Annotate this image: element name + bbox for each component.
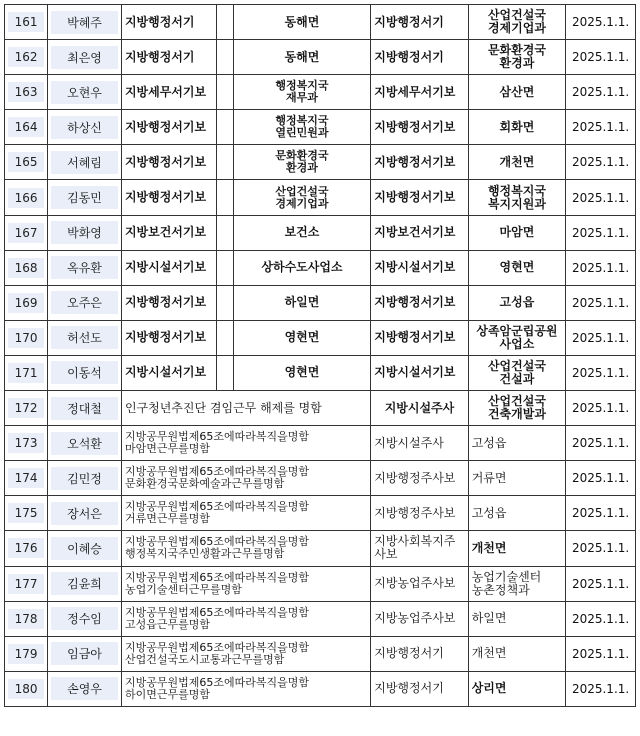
new-rank	[371, 40, 468, 75]
person-name	[48, 250, 122, 285]
row-number	[5, 75, 48, 110]
personnel-table-container	[4, 4, 636, 707]
prev-dept	[233, 110, 370, 145]
spacer-cell	[217, 40, 233, 75]
row-number-text: 175	[8, 503, 44, 523]
person-name	[48, 426, 122, 461]
new-rank-text: 지방행정서기보	[374, 295, 456, 310]
prev-dept	[233, 285, 370, 320]
prev-rank	[121, 285, 216, 320]
effective-date	[566, 5, 636, 40]
spacer-cell	[217, 110, 233, 145]
effective-date-text: 2025.1.1.	[571, 541, 630, 556]
new-dept-text: 하일면	[471, 611, 507, 626]
prev-dept-text: 보건소	[284, 225, 320, 240]
table-row	[5, 250, 636, 285]
new-rank-text: 지방행정서기	[374, 49, 444, 64]
row-number	[5, 355, 48, 390]
person-name-text: 정수임	[51, 607, 118, 630]
new-rank	[371, 636, 468, 671]
person-name-text: 박혜주	[51, 11, 118, 34]
new-dept	[468, 355, 565, 390]
new-dept	[468, 671, 565, 706]
row-number	[5, 145, 48, 180]
new-rank	[371, 355, 468, 390]
new-dept	[468, 566, 565, 601]
table-row	[5, 40, 636, 75]
new-dept-text: 농업기술센터 농촌정책과	[471, 569, 542, 597]
row-number	[5, 320, 48, 355]
prev-rank	[121, 355, 216, 390]
new-rank-text: 지방세무서기보	[374, 84, 456, 99]
new-rank	[371, 110, 468, 145]
prev-rank-text: 지방행정서기	[124, 14, 195, 29]
new-rank	[371, 75, 468, 110]
prev-dept-text: 동해면	[284, 14, 320, 29]
effective-date-text: 2025.1.1.	[571, 330, 630, 345]
new-rank	[371, 180, 468, 215]
row-number-text: 171	[8, 363, 44, 383]
person-name	[48, 215, 122, 250]
person-name-text: 장서은	[51, 502, 118, 525]
effective-date-text: 2025.1.1.	[571, 15, 630, 30]
person-name-text: 오석환	[51, 432, 118, 455]
effective-date-text: 2025.1.1.	[571, 436, 630, 451]
new-dept-text: 상리면	[471, 681, 507, 696]
effective-date	[566, 531, 636, 566]
order-text	[121, 461, 370, 496]
spacer-cell	[217, 355, 233, 390]
effective-date	[566, 566, 636, 601]
new-dept	[468, 110, 565, 145]
table-row	[5, 75, 636, 110]
row-number-text: 165	[8, 152, 44, 172]
prev-rank-text: 지방행정서기보	[124, 154, 207, 169]
spacer-cell	[217, 145, 233, 180]
effective-date-text: 2025.1.1.	[571, 401, 630, 416]
effective-date	[566, 461, 636, 496]
new-dept-text: 문화환경국 환경과	[487, 43, 546, 71]
new-dept	[468, 461, 565, 496]
prev-rank-text: 지방세무서기보	[124, 84, 207, 99]
effective-date-text: 2025.1.1.	[571, 295, 630, 310]
new-dept-text: 고성읍	[499, 295, 535, 310]
table-row	[5, 110, 636, 145]
table-row	[5, 531, 636, 566]
new-dept	[468, 145, 565, 180]
new-dept	[468, 391, 565, 426]
new-rank	[371, 250, 468, 285]
row-number-text: 179	[8, 644, 44, 664]
prev-dept	[233, 5, 370, 40]
prev-dept-text: 하일면	[284, 295, 320, 310]
new-rank	[371, 671, 468, 706]
effective-date	[566, 426, 636, 461]
new-rank-text: 지방사회복지주 사보	[374, 534, 456, 562]
person-name-text: 이혜승	[51, 537, 118, 560]
order-text	[121, 496, 370, 531]
effective-date	[566, 320, 636, 355]
effective-date	[566, 215, 636, 250]
effective-date-text: 2025.1.1.	[571, 50, 630, 65]
row-number-text: 180	[8, 679, 44, 699]
effective-date	[566, 250, 636, 285]
person-name	[48, 285, 122, 320]
row-number	[5, 215, 48, 250]
new-dept-text: 고성읍	[471, 505, 507, 520]
new-rank	[371, 531, 468, 566]
new-rank	[371, 145, 468, 180]
person-name	[48, 391, 122, 426]
new-dept-text: 개천면	[471, 540, 507, 555]
prev-dept	[233, 215, 370, 250]
effective-date	[566, 110, 636, 145]
row-number	[5, 601, 48, 636]
new-dept-text: 마암면	[499, 225, 535, 240]
effective-date-text: 2025.1.1.	[571, 471, 630, 486]
spacer-cell	[217, 320, 233, 355]
prev-dept	[233, 180, 370, 215]
row-number-text: 170	[8, 328, 44, 348]
new-dept-text: 개천면	[499, 154, 535, 169]
prev-dept-text: 영현면	[284, 365, 320, 380]
new-dept-text: 고성읍	[471, 435, 507, 450]
new-dept	[468, 636, 565, 671]
prev-dept	[233, 250, 370, 285]
spacer-cell	[217, 250, 233, 285]
new-dept-text: 산업건설국 경제기업과	[487, 8, 546, 36]
prev-dept	[233, 145, 370, 180]
prev-dept-text: 행정복지국 열린민원과	[275, 114, 329, 140]
prev-rank	[121, 110, 216, 145]
row-number	[5, 566, 48, 601]
effective-date	[566, 285, 636, 320]
row-number-text: 176	[8, 538, 44, 558]
order-text	[121, 636, 370, 671]
person-name	[48, 461, 122, 496]
order-text	[121, 426, 370, 461]
new-rank-text: 지방시설서기보	[374, 365, 456, 380]
new-dept	[468, 5, 565, 40]
row-number	[5, 496, 48, 531]
table-row	[5, 636, 636, 671]
prev-dept	[233, 320, 370, 355]
effective-date	[566, 145, 636, 180]
new-rank-text: 지방시설서기보	[374, 260, 456, 275]
person-name-text: 이동석	[51, 361, 118, 384]
row-number-text: 163	[8, 82, 44, 102]
spacer-cell	[217, 285, 233, 320]
effective-date	[566, 40, 636, 75]
new-dept-text: 개천면	[471, 646, 507, 661]
table-row	[5, 391, 636, 426]
new-rank-text: 지방행정주사보	[374, 470, 456, 485]
new-dept	[468, 215, 565, 250]
prev-dept-text: 동해면	[284, 49, 320, 64]
table-row	[5, 671, 636, 706]
effective-date	[566, 355, 636, 390]
person-name	[48, 636, 122, 671]
spacer-cell	[217, 75, 233, 110]
new-rank	[371, 601, 468, 636]
person-name	[48, 496, 122, 531]
order-text-text: 인구청년추진단 겸임근무 해제를 명함	[124, 400, 322, 415]
spacer-cell	[217, 215, 233, 250]
order-text-text: 지방공무원법제65조에따라복직을명함 고성읍근무를명함	[124, 605, 309, 631]
new-rank	[371, 5, 468, 40]
new-dept-text: 행정복지국 복지지원과	[487, 183, 546, 211]
person-name-text: 임금아	[51, 642, 118, 665]
new-rank-text: 지방행정서기	[374, 646, 444, 661]
row-number-text: 161	[8, 12, 44, 32]
table-row	[5, 180, 636, 215]
new-dept	[468, 75, 565, 110]
row-number	[5, 5, 48, 40]
row-number-text: 174	[8, 468, 44, 488]
new-rank-text: 지방시설주사	[374, 435, 444, 450]
prev-rank-text: 지방보건서기보	[124, 225, 207, 240]
order-text-text: 지방공무원법제65조에따라복직을명함 마암면근무를명함	[124, 430, 309, 456]
row-number	[5, 40, 48, 75]
person-name	[48, 75, 122, 110]
person-name	[48, 566, 122, 601]
new-dept	[468, 285, 565, 320]
new-rank	[371, 426, 468, 461]
person-name-text: 김동민	[51, 186, 118, 209]
row-number	[5, 461, 48, 496]
effective-date-text: 2025.1.1.	[571, 260, 630, 275]
person-name-text: 허선도	[51, 326, 118, 349]
new-dept	[468, 496, 565, 531]
table-row	[5, 461, 636, 496]
new-rank-text: 지방보건서기보	[374, 225, 456, 240]
effective-date	[566, 636, 636, 671]
prev-rank	[121, 75, 216, 110]
prev-rank-text: 지방시설서기보	[124, 365, 207, 380]
order-text	[121, 671, 370, 706]
new-rank	[371, 461, 468, 496]
prev-rank	[121, 145, 216, 180]
effective-date-text: 2025.1.1.	[571, 576, 630, 591]
new-dept-text: 산업건설국 건설과	[487, 358, 546, 386]
new-rank-text: 지방행정서기	[374, 681, 444, 696]
table-row	[5, 145, 636, 180]
order-text	[121, 391, 370, 426]
table-row	[5, 285, 636, 320]
person-name-text: 오현우	[51, 81, 118, 104]
order-text	[121, 531, 370, 566]
person-name-text: 박화영	[51, 221, 118, 244]
person-name-text: 정대철	[51, 397, 118, 420]
new-rank	[371, 391, 468, 426]
prev-dept-text: 문화환경국 환경과	[275, 149, 329, 175]
row-number	[5, 636, 48, 671]
effective-date-text: 2025.1.1.	[571, 681, 630, 696]
row-number-text: 178	[8, 609, 44, 629]
row-number-text: 172	[8, 398, 44, 418]
person-name	[48, 320, 122, 355]
row-number	[5, 285, 48, 320]
table-row	[5, 355, 636, 390]
effective-date-text: 2025.1.1.	[571, 85, 630, 100]
person-name	[48, 40, 122, 75]
table-row	[5, 320, 636, 355]
person-name	[48, 5, 122, 40]
person-name	[48, 531, 122, 566]
new-rank-text: 지방행정서기보	[374, 119, 456, 134]
prev-rank	[121, 180, 216, 215]
new-rank-text: 지방농업주사보	[374, 576, 456, 591]
effective-date	[566, 180, 636, 215]
row-number-text: 168	[8, 258, 44, 278]
new-dept	[468, 180, 565, 215]
row-number	[5, 391, 48, 426]
person-name	[48, 110, 122, 145]
new-dept-text: 산업건설국 건축개발과	[487, 394, 546, 422]
order-text-text: 지방공무원법제65조에따라복직을명함 행정복지국주민생활과근무를명함	[124, 535, 309, 561]
effective-date-text: 2025.1.1.	[571, 365, 630, 380]
new-rank	[371, 320, 468, 355]
effective-date-text: 2025.1.1.	[571, 506, 630, 521]
table-row	[5, 5, 636, 40]
new-dept-text: 삼산면	[499, 84, 535, 99]
prev-rank	[121, 40, 216, 75]
person-name-text: 하상신	[51, 116, 118, 139]
order-text-text: 지방공무원법제65조에따라복직을명함 거류면근무를명함	[124, 500, 309, 526]
effective-date-text: 2025.1.1.	[571, 225, 630, 240]
new-dept	[468, 601, 565, 636]
prev-dept-text: 상하수도사업소	[261, 260, 343, 275]
new-dept-text: 영현면	[499, 260, 535, 275]
new-dept	[468, 250, 565, 285]
prev-rank-text: 지방행정서기보	[124, 190, 207, 205]
prev-dept	[233, 75, 370, 110]
person-name-text: 손영우	[51, 677, 118, 700]
new-rank-text: 지방시설주사	[384, 400, 455, 415]
row-number-text: 173	[8, 433, 44, 453]
new-dept-text: 거류면	[471, 470, 507, 485]
spacer-cell	[217, 180, 233, 215]
new-rank	[371, 566, 468, 601]
new-dept	[468, 531, 565, 566]
person-name-text: 김윤희	[51, 572, 118, 595]
new-rank-text: 지방행정주사보	[374, 505, 456, 520]
new-dept	[468, 40, 565, 75]
effective-date-text: 2025.1.1.	[571, 646, 630, 661]
order-text-text: 지방공무원법제65조에따라복직을명함 하이면근무를명함	[124, 675, 309, 701]
prev-rank-text: 지방행정서기보	[124, 330, 207, 345]
prev-dept	[233, 40, 370, 75]
spacer-cell	[217, 5, 233, 40]
effective-date	[566, 671, 636, 706]
prev-dept	[233, 355, 370, 390]
prev-rank	[121, 320, 216, 355]
new-rank	[371, 215, 468, 250]
new-dept-text: 회화면	[499, 119, 535, 134]
personnel-table	[4, 4, 636, 707]
effective-date	[566, 391, 636, 426]
new-dept	[468, 426, 565, 461]
person-name	[48, 601, 122, 636]
effective-date	[566, 601, 636, 636]
effective-date	[566, 496, 636, 531]
new-dept	[468, 320, 565, 355]
row-number-text: 177	[8, 574, 44, 594]
row-number-text: 167	[8, 223, 44, 243]
person-name	[48, 355, 122, 390]
effective-date-text: 2025.1.1.	[571, 611, 630, 626]
prev-dept-text: 영현면	[284, 330, 320, 345]
new-rank	[371, 496, 468, 531]
person-name	[48, 671, 122, 706]
row-number	[5, 531, 48, 566]
person-name-text: 오주은	[51, 291, 118, 314]
prev-rank-text: 지방행정서기보	[124, 295, 207, 310]
new-rank-text: 지방행정서기	[374, 14, 444, 29]
table-row	[5, 566, 636, 601]
row-number-text: 166	[8, 188, 44, 208]
prev-rank-text: 지방행정서기	[124, 49, 195, 64]
effective-date-text: 2025.1.1.	[571, 190, 630, 205]
new-rank-text: 지방행정서기보	[374, 190, 456, 205]
table-row	[5, 215, 636, 250]
person-name-text: 최은영	[51, 46, 118, 69]
row-number-text: 169	[8, 293, 44, 313]
effective-date-text: 2025.1.1.	[571, 120, 630, 135]
person-name-text: 옥유환	[51, 256, 118, 279]
new-rank-text: 지방농업주사보	[374, 611, 456, 626]
order-text-text: 지방공무원법제65조에따라복직을명함 문화환경국문화예술과근무를명함	[124, 465, 309, 491]
prev-dept-text: 산업건설국 경제기업과	[275, 184, 329, 210]
order-text-text: 지방공무원법제65조에따라복직을명함 농업기술센터근무를명함	[124, 570, 309, 596]
new-dept-text: 상족암군립공원 사업소	[476, 323, 558, 351]
order-text	[121, 601, 370, 636]
new-rank-text: 지방행정서기보	[374, 154, 456, 169]
prev-rank-text: 지방시설서기보	[124, 260, 207, 275]
person-name	[48, 145, 122, 180]
row-number	[5, 250, 48, 285]
effective-date	[566, 75, 636, 110]
row-number-text: 162	[8, 47, 44, 67]
prev-rank	[121, 250, 216, 285]
prev-dept-text: 행정복지국 재무과	[275, 79, 329, 105]
table-row	[5, 496, 636, 531]
prev-rank	[121, 5, 216, 40]
person-name-text: 김민정	[51, 467, 118, 490]
table-row	[5, 426, 636, 461]
new-rank-text: 지방행정서기보	[374, 330, 456, 345]
table-row	[5, 601, 636, 636]
row-number	[5, 110, 48, 145]
person-name-text: 서혜림	[51, 151, 118, 174]
row-number	[5, 426, 48, 461]
prev-rank-text: 지방행정서기보	[124, 119, 207, 134]
new-rank	[371, 285, 468, 320]
order-text	[121, 566, 370, 601]
order-text-text: 지방공무원법제65조에따라복직을명함 산업건설국도시교통과근무를명함	[124, 640, 309, 666]
effective-date-text: 2025.1.1.	[571, 155, 630, 170]
prev-rank	[121, 215, 216, 250]
row-number	[5, 671, 48, 706]
person-name	[48, 180, 122, 215]
row-number-text: 164	[8, 117, 44, 137]
row-number	[5, 180, 48, 215]
